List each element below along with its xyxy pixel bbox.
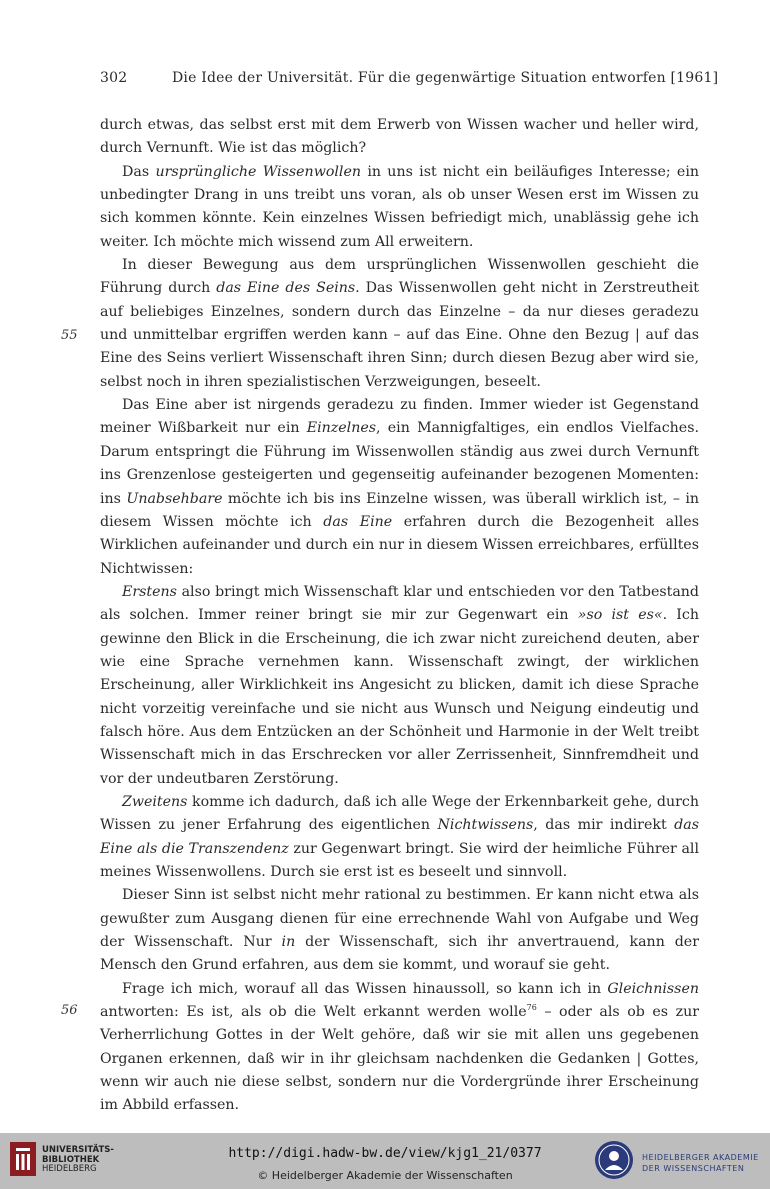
footnote-ref: 76 <box>526 1003 537 1013</box>
paragraph <box>100 791 699 884</box>
running-title: Die Idee der Universität. Für die gegenwärtige Situation entworfen [1961] <box>172 70 719 86</box>
emphasis: Unabsehbare <box>126 490 223 507</box>
text-run: in uns ist nicht ein beiläufiges Interesse; ein unbedingter Drang in uns treibt uns voran, als ob unser Wesen erst im Wissen zu sich kommen könnte. Kein einzelnes Wissen befriedigt mich, unablässig gehe ich weiter. Ich möchte mich wissend zum All erweitern. <box>100 163 700 250</box>
emphasis: das Eine des Seins <box>216 280 356 297</box>
text-run: also bringt mich Wissenschaft klar und entschieden vor den Tatbestand als solchen. Immer reiner bringt sie mir zur Gegenwart ein <box>100 583 699 624</box>
text-run: – oder als ob es zur Verherrlichung Gottes in der Welt gehöre, daß wir sie mit allen uns gegebenen Organen erkennen, daß wir in ihr gleichsam nachdenken die Gedanken | Gottes, wenn wir auch nie diese selbst, sondern nur die Vordergründe ihrer Erscheinung im Abbild erfassen. <box>100 1004 699 1114</box>
paragraph <box>100 254 699 394</box>
emphasis: »so ist es« <box>577 607 663 624</box>
text-run: Das <box>122 163 156 180</box>
text-run: antworten: Es ist, als ob die Welt erkannt werden wolle <box>100 1004 527 1021</box>
text-run: , ein Mannigfaltiges, ein endlos Vielfaches. Darum entspringt die Führung im Wissenwollen ständig aus zwei durch Vernunft ins Grenzenlose gesteigerten und gegenseitig aufeinander bezogenen Momenten: ins <box>100 420 699 507</box>
emphasis: Erstens <box>122 583 177 600</box>
emphasis: Nichtwissens <box>437 817 534 834</box>
academy-seal-icon <box>594 1140 634 1180</box>
text-run: durch etwas, das selbst erst mit dem Erwerb von Wissen wacher und heller wird, durch Vernunft. Wie ist das möglich? <box>100 117 699 157</box>
emphasis: ursprüngliche Wissenwollen <box>155 163 361 180</box>
paragraph <box>100 978 699 1118</box>
text-run: komme ich dadurch, daß ich alle Wege der Erkennbarkeit gehe, durch Wissen zu jener Erfahrung des eigentlichen <box>100 793 699 834</box>
text-run: . Ich gewinne den Blick in die Erscheinung, die ich zwar nicht zureichend deuten, aber wie eine Sprache vernehmen kann. Wissenschaft zwingt, der wirklichen Erscheinung, aller Wirklichkeit ins Angesicht zu blicken, damit ich diese Sprache nicht vorzeitig vereinfache und sie nicht aus Wunsch und Neigung eindeutig und falsch höre. Aus dem Entzücken an der Schönheit und Harmonie in der Welt treibt Wissenschaft mich in das Erschrecken vor aller Zerrissenheit, Sinnfremdheit und vor der undeutbaren Zerstörung. <box>100 607 699 787</box>
text-run: zur Gegenwart bringt. Sie wird der heimliche Führer all meines Wissenwollens. Durch sie erst ist es beseelt und sinnvoll. <box>100 840 699 880</box>
body-text <box>100 114 699 1118</box>
text-run: Frage ich mich, worauf all das Wissen hinaussoll, so kann ich in <box>122 980 608 997</box>
paragraph <box>100 581 699 791</box>
running-header <box>100 70 719 92</box>
text-run: möchte ich bis ins Einzelne wissen, was überall wirklich ist, – in diesem Wissen möchte ich <box>100 490 699 530</box>
text-run: Dieser Sinn ist selbst nicht mehr rational zu bestimmen. Er kann nicht etwa als gewußter zum Ausgang dienen für eine errechnende Wahl von Aufgabe und Weg der Wissenschaft. Nur <box>100 887 699 951</box>
academy-name: HEIDELBERGER AKADEMIE DER WISSENSCHAFTEN <box>642 1153 759 1173</box>
text-run: . Das Wissenwollen geht nicht in Zerstreutheit auf beliebiges Einzelnes, sondern durch das Einzelne – da nur dieses geradezu und unmittelbar ergriffen werden kann – auf das Eine. Ohne den Bezug | auf das Eine des Seins verliert Wissenschaft ihren Sinn; durch diesen Bezug aber wird sie, selbst noch in ihren spezialistischen Verzweigungen, beseelt. <box>100 280 699 390</box>
text-run: Das Eine aber ist nirgends geradezu zu finden. Immer wieder ist Gegenstand meiner Wißbarkeit nur ein <box>100 397 699 437</box>
permalink-url[interactable]: http://digi.hadw-bw.de/view/kjg1_21/0377 <box>228 1146 542 1161</box>
text-run: In dieser Bewegung aus dem ursprünglichen Wissenwollen geschieht die Führung durch <box>100 257 699 297</box>
page-number: 302 <box>100 70 128 86</box>
text-run: , das mir indirekt <box>533 817 675 834</box>
paragraph <box>100 884 699 977</box>
paragraph <box>100 114 699 161</box>
margin-number: 55 <box>61 328 78 343</box>
paragraph <box>100 394 699 581</box>
emphasis: das Eine <box>323 513 393 530</box>
emphasis: das Eine als die Transzendenz <box>100 817 699 857</box>
academy-logo[interactable] <box>594 1140 764 1182</box>
emphasis: Gleichnissen <box>607 980 699 997</box>
library-name: UNIVERSITÄTS- BIBLIOTHEK HEIDELBERG <box>42 1145 114 1174</box>
emphasis: Einzelnes <box>306 420 377 437</box>
paragraph <box>100 161 699 254</box>
emphasis: in <box>281 934 296 951</box>
viewer-footer <box>0 1133 770 1189</box>
emphasis: Zweitens <box>122 793 188 810</box>
text-run: erfahren durch die Bezogenheit alles Wirklichen aufeinander und durch ein nur in diesem Wissen erreichbares, erfülltes Nichtwissen: <box>100 513 699 577</box>
text-run: der Wissenschaft, sich ihr anvertrauend, kann der Mensch den Grund erfahren, aus dem sie kommt, und worauf sie geht. <box>100 934 699 974</box>
copyright-notice: © Heidelberger Akademie der Wissenschaften <box>257 1169 513 1182</box>
margin-number: 56 <box>61 1003 78 1018</box>
